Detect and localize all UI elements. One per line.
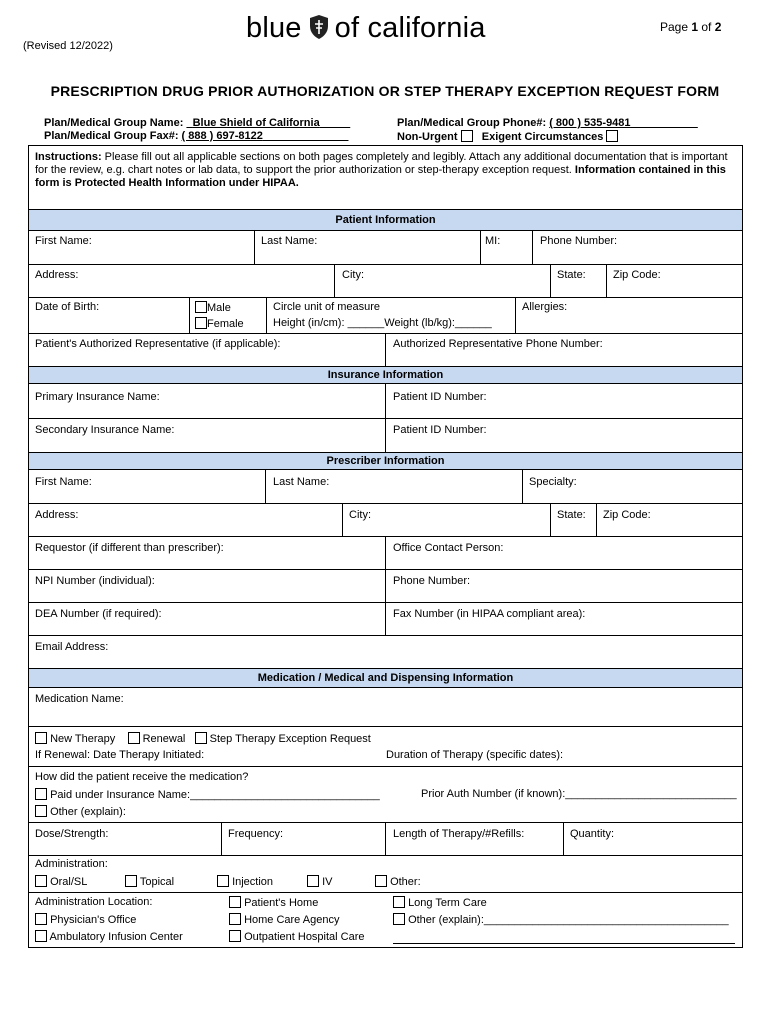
section-insurance-info: Insurance Information: [29, 366, 742, 384]
prescriber-first-name-field[interactable]: First Name:: [35, 476, 92, 488]
patient-first-name-field[interactable]: First Name:: [35, 235, 92, 247]
outpatient-checkbox[interactable]: [229, 930, 241, 942]
loc-other-checkbox[interactable]: [393, 913, 405, 925]
prescriber-state-field[interactable]: State:: [557, 509, 586, 521]
loc-home-care[interactable]: Home Care Agency: [229, 913, 339, 926]
prescriber-zip-field[interactable]: Zip Code:: [603, 509, 651, 521]
admin-other-checkbox[interactable]: [375, 875, 387, 887]
patient-city-field[interactable]: City:: [342, 269, 364, 281]
loc-patient-home[interactable]: Patient's Home: [229, 896, 318, 909]
revised-date: (Revised 12/2022): [23, 40, 113, 52]
new-therapy-checkbox[interactable]: [35, 732, 47, 744]
fax-number-field[interactable]: Fax Number (in HIPAA compliant area):: [393, 608, 586, 620]
prescriber-last-name-field[interactable]: Last Name:: [273, 476, 330, 488]
step-therapy-checkbox[interactable]: [195, 732, 207, 744]
plan-group-name: Plan/Medical Group Name: Blue Shield of California: [44, 117, 320, 129]
exigent-checkbox[interactable]: [606, 130, 618, 142]
therapy-type: New Therapy Renewal Step Therapy Exception Request: [35, 732, 371, 745]
dose-strength-field[interactable]: Dose/Strength:: [35, 828, 109, 840]
request-form: [28, 145, 743, 948]
admin-other[interactable]: Other:: [375, 875, 421, 888]
paid-insurance-checkbox[interactable]: [35, 788, 47, 800]
loc-ambulatory[interactable]: Ambulatory Infusion Center: [35, 930, 183, 943]
patient-mi-field[interactable]: MI:: [485, 235, 501, 247]
therapy-duration-field[interactable]: Duration of Therapy (specific dates):: [386, 749, 564, 761]
renewal-checkbox[interactable]: [128, 732, 140, 744]
authorized-rep-field[interactable]: Patient's Authorized Representative (if applicable):: [35, 338, 281, 350]
exigent-label: Exigent Circumstances: [481, 131, 604, 143]
circle-unit-label: Circle unit of measure: [273, 301, 380, 313]
female-checkbox[interactable]: [195, 317, 207, 329]
prescriber-phone-field[interactable]: Phone Number:: [393, 575, 471, 587]
section-patient-info: Patient Information: [29, 209, 742, 231]
dea-number-field[interactable]: DEA Number (if required):: [35, 608, 162, 620]
admin-oral[interactable]: Oral/SL: [35, 875, 87, 888]
admin-location-label: Administration Location:: [35, 896, 153, 908]
secondary-patient-id-field[interactable]: Patient ID Number:: [393, 424, 487, 436]
logo-text-blue: blue: [246, 12, 302, 44]
admin-topical[interactable]: Topical: [125, 875, 174, 888]
physician-office-checkbox[interactable]: [35, 913, 47, 925]
shield-icon: [308, 14, 330, 40]
authorized-rep-phone-field[interactable]: Authorized Representative Phone Number:: [393, 338, 603, 350]
non-urgent-checkbox[interactable]: [461, 130, 473, 142]
form-title: PRESCRIPTION DRUG PRIOR AUTHORIZATION OR STEP THERAPY EXCEPTION REQUEST FORM: [50, 83, 720, 99]
secondary-insurance-field[interactable]: Secondary Insurance Name:: [35, 424, 175, 436]
long-term-checkbox[interactable]: [393, 896, 405, 908]
topical-checkbox[interactable]: [125, 875, 137, 887]
instructions: Instructions: Please fill out all applicable sections on both pages completely and legibly. Attach any additional documentation that is important for the review, e.g. chart notes or lab data, to support the prior authorization or step-therapy exception request. Information contained in this form is Protected Health Information under HIPAA.: [35, 151, 728, 189]
prescriber-city-field[interactable]: City:: [349, 509, 371, 521]
section-medication-info: Medication / Medical and Dispensing Information: [29, 668, 742, 688]
loc-outpatient[interactable]: Outpatient Hospital Care: [229, 930, 365, 943]
sex-female[interactable]: Female: [195, 317, 244, 330]
quantity-field[interactable]: Quantity:: [570, 828, 615, 840]
injection-checkbox[interactable]: [217, 875, 229, 887]
patient-home-checkbox[interactable]: [229, 896, 241, 908]
paid-insurance-option[interactable]: Paid under Insurance Name:_______________________________: [35, 788, 380, 801]
loc-other[interactable]: Other (explain):________________________________________: [393, 913, 729, 926]
home-care-checkbox[interactable]: [229, 913, 241, 925]
blue-shield-logo: [246, 12, 486, 45]
renewal-date-field[interactable]: If Renewal: Date Therapy Initiated:: [35, 749, 205, 761]
oral-checkbox[interactable]: [35, 875, 47, 887]
non-urgent-label: Non-Urgent: [397, 131, 458, 143]
requestor-field[interactable]: Requestor (if different than prescriber):: [35, 542, 224, 554]
email-address-field[interactable]: Email Address:: [35, 641, 109, 653]
admin-injection[interactable]: Injection: [217, 875, 273, 888]
npi-number-field[interactable]: NPI Number (individual):: [35, 575, 155, 587]
patient-phone-field[interactable]: Phone Number:: [540, 235, 618, 247]
height-weight-field[interactable]: Height (in/cm): ______Weight (lb/kg):______: [273, 317, 492, 329]
allergies-field[interactable]: Allergies:: [522, 301, 568, 313]
patient-dob-field[interactable]: Date of Birth:: [35, 301, 100, 313]
frequency-field[interactable]: Frequency:: [228, 828, 284, 840]
patient-address-field[interactable]: Address:: [35, 269, 79, 281]
patient-zip-field[interactable]: Zip Code:: [613, 269, 661, 281]
patient-state-field[interactable]: State:: [557, 269, 586, 281]
section-prescriber-info: Prescriber Information: [29, 452, 742, 470]
ambulatory-checkbox[interactable]: [35, 930, 47, 942]
admin-iv[interactable]: IV: [307, 875, 332, 888]
how-received-label: How did the patient receive the medication?: [35, 771, 249, 783]
medication-name-field[interactable]: Medication Name:: [35, 693, 124, 705]
administration-label: Administration:: [35, 858, 108, 870]
primary-patient-id-field[interactable]: Patient ID Number:: [393, 391, 487, 403]
male-checkbox[interactable]: [195, 301, 207, 313]
office-contact-field[interactable]: Office Contact Person:: [393, 542, 504, 554]
plan-group-phone: Plan/Medical Group Phone#: ( 800 ) 535-9481: [397, 117, 631, 129]
urgency-options: [397, 130, 618, 143]
other-explain-checkbox[interactable]: [35, 805, 47, 817]
prescriber-specialty-field[interactable]: Specialty:: [529, 476, 577, 488]
patient-last-name-field[interactable]: Last Name:: [261, 235, 318, 247]
prior-auth-number-field[interactable]: Prior Auth Number (if known):____________________________: [421, 788, 737, 800]
plan-group-fax: Plan/Medical Group Fax#: ( 888 ) 697-8122: [44, 130, 263, 142]
other-location-line[interactable]: [393, 943, 735, 944]
sex-male[interactable]: Male: [195, 301, 231, 314]
other-explain-option[interactable]: Other (explain):: [35, 805, 126, 818]
primary-insurance-field[interactable]: Primary Insurance Name:: [35, 391, 160, 403]
loc-physician-office[interactable]: Physician's Office: [35, 913, 136, 926]
prescriber-address-field[interactable]: Address:: [35, 509, 79, 521]
page-number: Page 1 of 2: [660, 20, 722, 34]
logo-text-california: of california: [334, 12, 486, 44]
loc-long-term[interactable]: Long Term Care: [393, 896, 487, 909]
length-refills-field[interactable]: Length of Therapy/#Refills:: [393, 828, 525, 840]
iv-checkbox[interactable]: [307, 875, 319, 887]
